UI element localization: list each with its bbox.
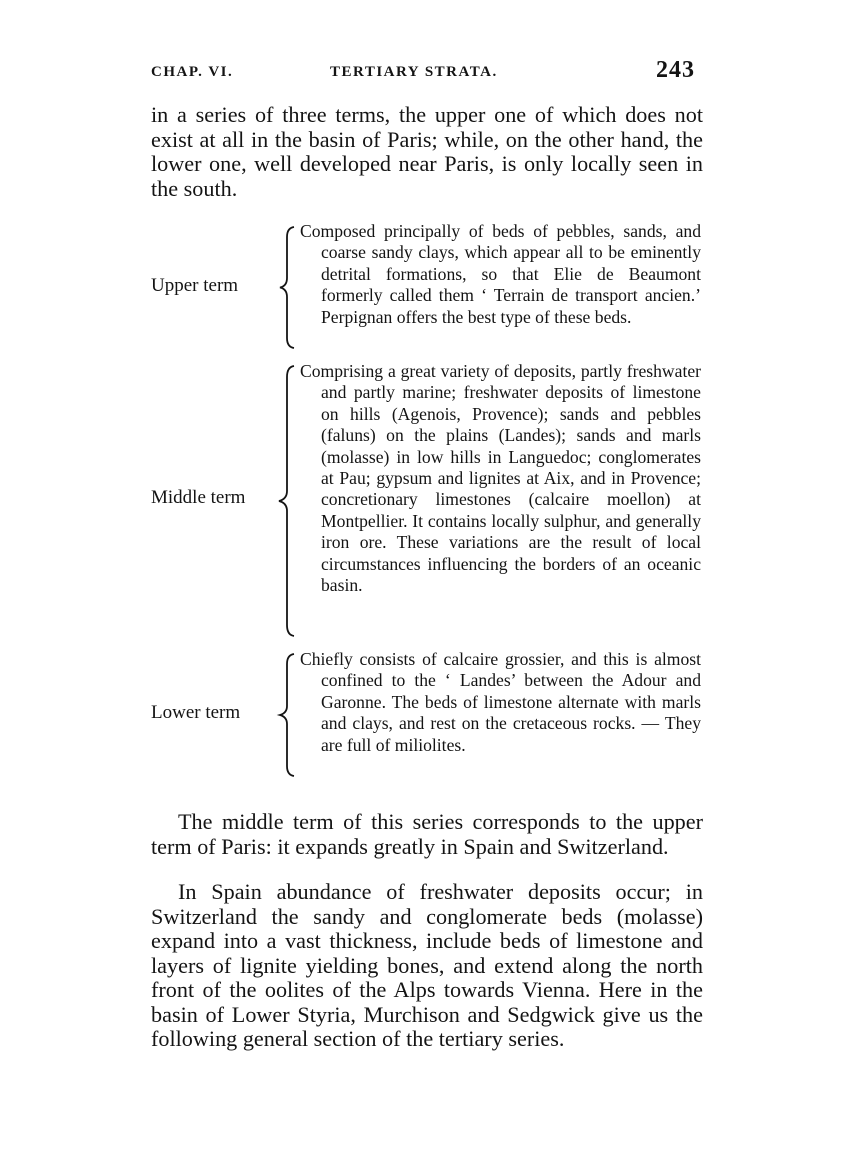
page-number: 243 [656,57,695,83]
middle-term-brace [276,364,298,638]
body-paragraph-2: In Spain abundance of freshwater deposits occur; in Switzerland the sandy and conglomerate beds (molasse) expand into a vast thickness, include beds of limestone and layers of lignite yielding bones, and extend along the north front of the oolites of the Alps towards Vienna. Here in the basin of Lower Styria, Murchison and Sedgwick give us the following general section of the tertiary series. [151,879,703,1051]
intro-paragraph: in a series of three terms, the upper one of which does not exist at all in the basin of Paris; while, on the other hand, the lower one, well developed near Paris, is only locally seen in the south. [151,102,703,201]
lower-term-label: Lower term [151,702,241,723]
middle-term-label: Middle term [151,487,246,508]
upper-term-description: Composed principally of beds of pebbles, sands, and coarse sandy clays, which appear all to be eminently detrital formations, so that Elie de Beaumont formerly called them ‘ Terrain de transport ancien.’ Perpignan offers the best type of these beds. [300,221,701,327]
running-title: TERTIARY STRATA. [330,64,498,80]
body-paragraph-1: The middle term of this series corresponds to the upper term of Paris: it expands greatly in Spain and Switzerland. [151,809,703,859]
middle-term-description: Comprising a great variety of deposits, partly freshwater and partly marine; freshwater deposits of limestone on hills (Agenois, Provence); sands and pebbles (faluns) on the plains (Landes); sands and marls (molasse) in low hills in Languedoc; conglomerates at Pau; gypsum and lignites at Aix, and in Provence; concretionary limestones (calcaire moellon) at Montpellier. It contains locally sulphur, and generally iron ore. These variations are the result of local circumstances influencing the borders of an oceanic basin. [300,361,701,596]
lower-term-brace [276,652,298,778]
upper-term-label: Upper term [151,275,239,296]
upper-term-brace [276,225,298,350]
lower-term-description: Chiefly consists of calcaire grossier, and this is almost confined to the ‘ Landes’ between the Adour and Garonne. The beds of limestone alternate with marls and clays, and rest on the cretaceous rocks. — They are full of miliolites. [300,649,701,755]
chapter-heading: CHAP. VI. [151,64,234,80]
